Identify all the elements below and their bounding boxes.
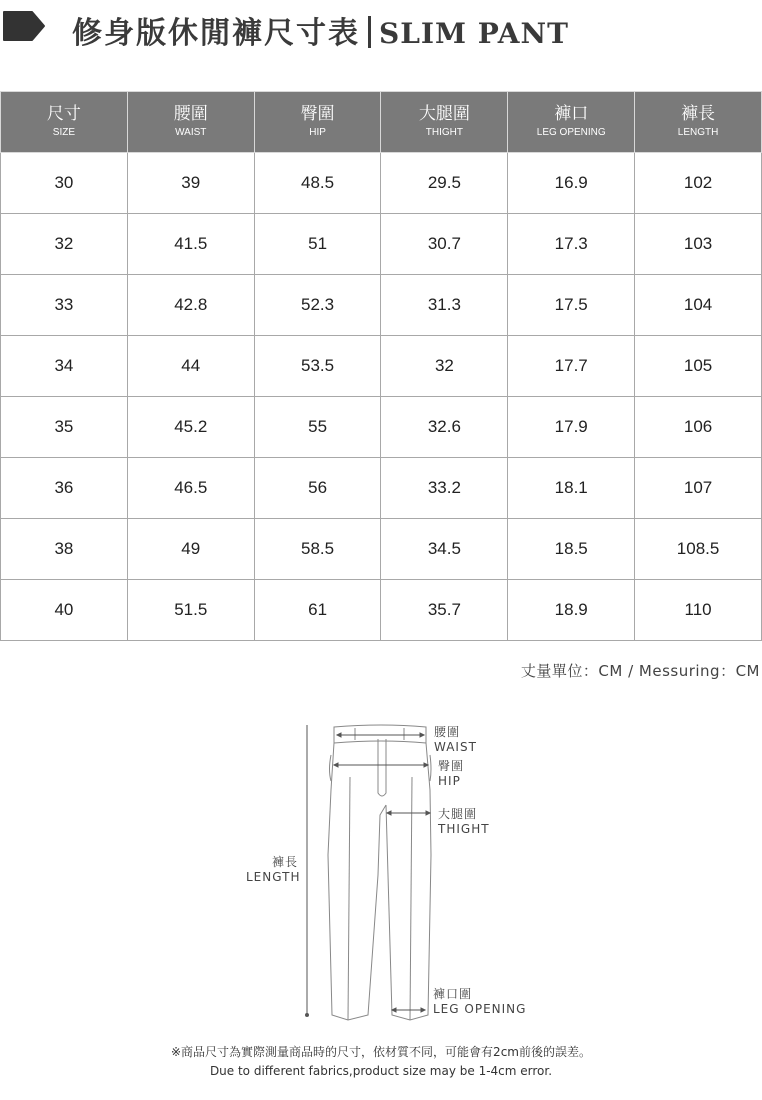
header-label-zh: 褲長: [681, 104, 716, 124]
cell-hip: 52.3: [254, 275, 381, 336]
header-label-zh: 臀圍: [300, 104, 335, 124]
pants-diagram: [0, 715, 762, 1025]
header-label-zh: 褲口: [554, 104, 589, 124]
cell-waist: 51.5: [127, 580, 254, 641]
label-leg-opening: [433, 987, 526, 1017]
pants-outline-icon: [0, 715, 762, 1025]
table-row: [1, 275, 762, 336]
label-en: THIGHT: [438, 822, 490, 836]
footnote-en: Due to different fabrics,product size may be 1-4cm error.: [209, 1064, 553, 1078]
cell-thigh: 34.5: [381, 519, 508, 580]
label-en: WAIST: [434, 740, 477, 754]
cell-size: 34: [1, 336, 128, 397]
cell-length: 105: [635, 336, 762, 397]
cell-waist: 46.5: [127, 458, 254, 519]
title-en: SLIM PANT: [379, 17, 569, 50]
title-zh: 修身版休閒褲尺寸表: [72, 16, 360, 51]
cell-thigh: 31.3: [381, 275, 508, 336]
cell-leg-opening: 17.9: [508, 397, 635, 458]
table-row: [1, 214, 762, 275]
page-title: [72, 8, 569, 52]
label-hip: [438, 759, 464, 789]
header-label-en: HIP: [309, 127, 326, 138]
label-zh: 腰圍: [434, 725, 461, 739]
cell-length: 103: [635, 214, 762, 275]
cell-thigh: 29.5: [381, 153, 508, 214]
cell-thigh: 30.7: [381, 214, 508, 275]
cell-waist: 44: [127, 336, 254, 397]
header-waist: [127, 92, 254, 153]
label-en: LEG OPENING: [433, 1002, 527, 1016]
header-label-en: SIZE: [52, 127, 76, 138]
table-row: [1, 519, 762, 580]
cell-size: 40: [1, 580, 128, 641]
table-row: [1, 580, 762, 641]
cell-hip: 48.5: [254, 153, 381, 214]
cell-waist: 41.5: [127, 214, 254, 275]
cell-leg-opening: 18.1: [508, 458, 635, 519]
label-en: HIP: [438, 774, 461, 788]
cell-waist: 49: [127, 519, 254, 580]
header-size: [1, 92, 128, 153]
header-thigh: [381, 92, 508, 153]
arrow-tag-icon: [2, 10, 46, 42]
cell-leg-opening: 18.5: [508, 519, 635, 580]
label-length: [246, 855, 301, 885]
cell-length: 110: [635, 580, 762, 641]
table-row: [1, 153, 762, 214]
cell-hip: 51: [254, 214, 381, 275]
label-thigh: [438, 807, 490, 837]
table-row: [1, 336, 762, 397]
cell-thigh: 32.6: [381, 397, 508, 458]
header-label-zh: 腰圍: [173, 104, 208, 124]
cell-length: 107: [635, 458, 762, 519]
cell-hip: 55: [254, 397, 381, 458]
table-header-row: [1, 92, 762, 153]
table-row: [1, 458, 762, 519]
title-bar: [0, 0, 762, 60]
cell-length: 104: [635, 275, 762, 336]
label-zh: 褲長: [271, 855, 298, 869]
cell-thigh: 35.7: [381, 580, 508, 641]
cell-leg-opening: 17.3: [508, 214, 635, 275]
label-en: LENGTH: [246, 870, 301, 884]
cell-length: 108.5: [635, 519, 762, 580]
cell-length: 102: [635, 153, 762, 214]
cell-leg-opening: 17.7: [508, 336, 635, 397]
cell-leg-opening: 17.5: [508, 275, 635, 336]
footnote-zh: ※商品尺寸為實際測量商品時的尺寸，依材質不同，可能會有2cm前後的誤差。: [171, 1045, 591, 1059]
header-leg-opening: [508, 92, 635, 153]
title-divider: [368, 16, 371, 48]
cell-waist: 45.2: [127, 397, 254, 458]
header-label-zh: 尺寸: [46, 104, 81, 124]
cell-waist: 39: [127, 153, 254, 214]
cell-leg-opening: 18.9: [508, 580, 635, 641]
cell-leg-opening: 16.9: [508, 153, 635, 214]
cell-hip: 53.5: [254, 336, 381, 397]
cell-waist: 42.8: [127, 275, 254, 336]
header-label-en: LENGTH: [677, 127, 719, 138]
cell-thigh: 33.2: [381, 458, 508, 519]
label-zh: 大腿圍: [438, 807, 478, 821]
cell-size: 38: [1, 519, 128, 580]
table-row: [1, 397, 762, 458]
cell-size: 32: [1, 214, 128, 275]
header-label-zh: 大腿圍: [418, 104, 470, 124]
label-zh: 臀圍: [438, 759, 465, 773]
header-label-en: WAIST: [175, 127, 207, 138]
size-table: [0, 91, 762, 641]
cell-hip: 58.5: [254, 519, 381, 580]
cell-hip: 61: [254, 580, 381, 641]
cell-size: 36: [1, 458, 128, 519]
header-label-en: THIGHT: [425, 127, 463, 138]
cell-hip: 56: [254, 458, 381, 519]
label-zh: 褲口圍: [433, 987, 473, 1001]
cell-size: 33: [1, 275, 128, 336]
header-length: [635, 92, 762, 153]
unit-note: 丈量單位：CM / Messuring：CM: [520, 662, 760, 680]
header-hip: [254, 92, 381, 153]
label-waist: [434, 725, 477, 755]
cell-length: 106: [635, 397, 762, 458]
cell-thigh: 32: [381, 336, 508, 397]
cell-size: 30: [1, 153, 128, 214]
cell-size: 35: [1, 397, 128, 458]
header-label-en: LEG OPENING: [536, 127, 606, 138]
